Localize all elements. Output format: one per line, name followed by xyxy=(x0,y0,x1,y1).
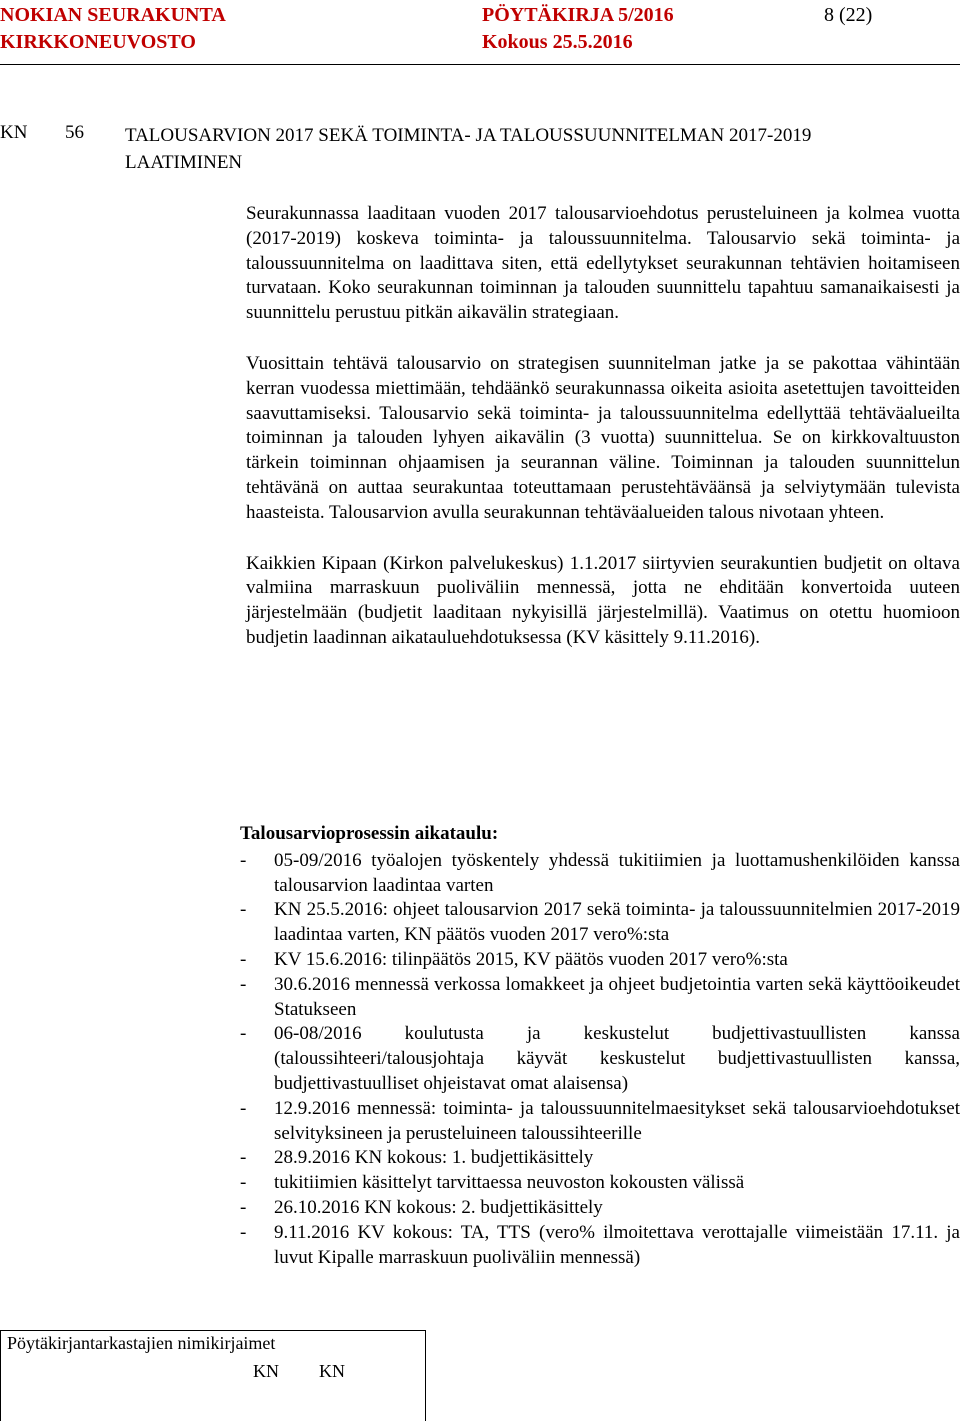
page-number: 8 (22) xyxy=(824,4,873,26)
schedule-item: - 06-08/2016 koulutusta ja keskustelut budjettivastuullisten kanssa (taloussihteeri/talousjohtaja käyvät keskustelut budjettivastuullisten kanssa, budjettivastuulliset ohjeistavat omat alaisensa) xyxy=(240,1023,960,1094)
schedule-item: - 26.10.2016 KN kokous: 2. budjettikäsittely xyxy=(240,1196,603,1218)
paragraph: Seurakunnassa laaditaan vuoden 2017 talousarvioehdotus perusteluineen ja kolmea vuotta (2017-2019) koskeva toiminta- ja taloussuunnitelma. Talousarvio sekä toiminta- ja taloussuunnitelma on laadittava siten, että edellytykset seurakunnan tehtävien hoitamiseen turvataan. Koko seurakunnan toiminnan ja talouden suunnittelu tapahtuu samanaikaisesti ja suunnittelu perustuu pitkän aikavälin strategiaan. xyxy=(246,203,960,324)
schedule-item: - KN 25.5.2016: ohjeet talousarvion 2017 sekä toiminta- ja taloussuunnitelmien 2017-2019 laadintaa varten, KN päätös vuoden 2017 vero%:sta xyxy=(240,899,960,946)
section-title: TALOUSARVION 2017 SEKÄ TOIMINTA- JA TALOUSSUUNNITELMAN 2017-2019 LAATIMINEN xyxy=(125,125,812,173)
section-code: KN xyxy=(0,122,28,143)
schedule-item: - 28.9.2016 KN kokous: 1. budjettikäsittely xyxy=(240,1147,594,1169)
schedule-list xyxy=(240,849,960,1271)
schedule-item: - tukitiimien käsittelyt tarvittaessa neuvoston kokousten välissä xyxy=(240,1172,745,1194)
schedule-item: - KV 15.6.2016: tilinpäätös 2015, KV päätös vuoden 2017 vero%:sta xyxy=(240,948,788,970)
document-title: PÖYTÄKIRJA 5/2016 xyxy=(482,4,674,26)
schedule-title: Talousarvioprosessin aikataulu: xyxy=(240,823,499,844)
schedule-item: - 9.11.2016 KV kokous: TA, TTS (vero% ilmoitettava verottajalle viimeistään 17.11. ja luvut Kipalle marraskuun puoliväliin mennessä) xyxy=(240,1221,960,1268)
council-name: KIRKKONEUVOSTO xyxy=(0,31,196,53)
schedule-item: - 05-09/2016 työalojen työskentely yhdessä tukitiimien ja luottamushenkilöiden kanssa talousarvion laadintaa varten xyxy=(240,849,960,896)
signature-box xyxy=(0,1330,426,1421)
body-text xyxy=(246,202,960,677)
signature-initials: KN xyxy=(319,1361,345,1381)
schedule-item: - 12.9.2016 mennessä: toiminta- ja taloussuunnitelmaesitykset sekä talousarvioehdotukset selvityksineen ja perusteluineen taloussihteerille xyxy=(240,1097,960,1144)
paragraph: Kaikkien Kipaan (Kirkon palvelukeskus) 1.1.2017 siirtyvien seurakuntien budjetit on oltava valmiina marraskuun puoliväliin mennessä, jotta ne ehditään konvertoida uuteen järjestelmään (budjetit laaditaan nykyisillä järjestelmillä). Vaatimus on otettu huomioon budjetin laadinnan aikatauluehdotuksessa (KV käsittely 9.11.2016). xyxy=(246,552,960,648)
schedule-section xyxy=(240,822,960,1270)
meeting-date: Kokous 25.5.2016 xyxy=(482,31,633,53)
schedule-item: - 30.6.2016 mennessä verkossa lomakkeet ja ohjeet budjetointia varten sekä käyttöoikeudet Statukseen xyxy=(240,973,960,1020)
signature-initials: KN xyxy=(253,1361,279,1381)
signature-label: Pöytäkirjantarkastajien nimikirjaimet xyxy=(7,1333,276,1353)
paragraph: Vuosittain tehtävä talousarvio on strategisen suunnitelman jatke ja se pakottaa vähintään kerran vuodessa miettimään, tehdäänkö seurakunnassa oikeita asioita asetettujen tavoitteiden saavuttamiseksi. Talousarvio sekä toiminta- ja taloussuunnitelma edellyttää tehtäväalueilta toiminnan ja talouden lyhyen aikavälin (3 vuotta) suunnittelua. Se on kirkkovaltuuston tärkein toiminnan ohjaamisen ja seurannan väline. Toiminnan ja talouden suunnittelun tehtävänä on auttaa seurakuntaa toteuttamaan perustehtäväänsä ja selviytymään tulevista haasteista. Talousarvion avulla seurakunnan tehtäväalueiden talous nivotaan yhteen. xyxy=(246,352,960,523)
section-number: 56 xyxy=(65,122,84,143)
org-name: NOKIAN SEURAKUNTA xyxy=(0,4,226,26)
header-divider xyxy=(0,64,960,65)
